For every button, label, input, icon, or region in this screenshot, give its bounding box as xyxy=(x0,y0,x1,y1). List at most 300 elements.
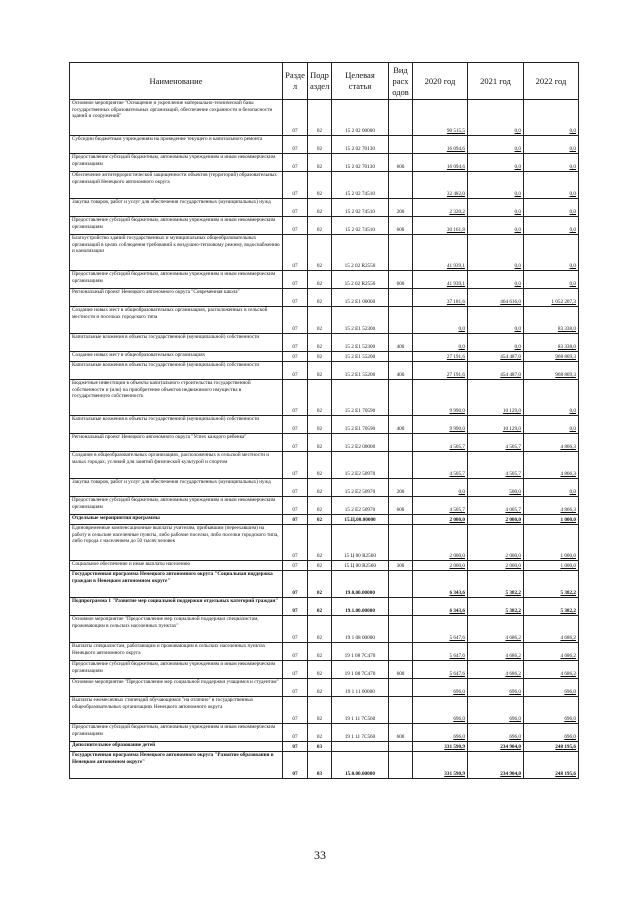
row-target-article: 15 2 02 70130 xyxy=(332,136,389,154)
row-target-article: 19 1 11 00000 xyxy=(332,679,389,697)
row-value-2021: 4 505,7 xyxy=(468,452,524,479)
row-value-2021: 0,0 xyxy=(468,154,524,172)
row-name: Выплаты специалистам, работающим и проживающим в сельских населенных пунктах Ненецкого автономного округа xyxy=(70,643,283,661)
row-subsection: 02 xyxy=(308,598,332,616)
row-value-2021: 454 487,0 xyxy=(468,362,524,380)
row-section: 07 xyxy=(283,380,308,416)
row-value-2020: 9 990,0 xyxy=(413,380,468,416)
row-expense-type: 300 xyxy=(389,561,413,571)
row-section: 07 xyxy=(283,752,308,779)
row-target-article: 15 2 Е2 50970 xyxy=(332,452,389,479)
row-expense-type xyxy=(389,352,413,362)
row-value-2020: 90 515,5 xyxy=(413,100,468,136)
row-value-2021: 2 000,0 xyxy=(468,525,524,561)
row-section: 07 xyxy=(283,289,308,307)
row-name: Капитальные вложения в объекты государственной (муниципальной) собственности xyxy=(70,362,283,380)
row-value-2022: 0,0 xyxy=(524,199,579,217)
row-target-article: 15 2 02 R2550 xyxy=(332,271,389,289)
row-expense-type xyxy=(389,643,413,661)
row-value-2020: 0,0 xyxy=(413,334,468,352)
row-expense-type: 600 xyxy=(389,661,413,679)
table-row xyxy=(70,724,579,742)
table-body xyxy=(70,100,579,779)
row-value-2022: 83 338,0 xyxy=(524,334,579,352)
row-section: 07 xyxy=(283,136,308,154)
row-value-2020: 16 094,6 xyxy=(413,154,468,172)
row-expense-type xyxy=(389,380,413,416)
row-value-2022: 0,0 xyxy=(524,416,579,434)
row-name: Закупка товаров, работ и услуг для обеспечения государственных (муниципальных) нужд xyxy=(70,199,283,217)
row-name: Предоставление субсидий бюджетным, автономным учреждениям и иным некоммерческим организациям xyxy=(70,154,283,172)
row-target-article: 19 1 08 7С470 xyxy=(332,661,389,679)
row-value-2020: 30 161,8 xyxy=(413,217,468,235)
row-expense-type xyxy=(389,100,413,136)
row-section: 07 xyxy=(283,154,308,172)
row-subsection: 02 xyxy=(308,724,332,742)
row-value-2020: 27 191,6 xyxy=(413,352,468,362)
row-value-2020: 37 181,6 xyxy=(413,289,468,307)
row-section: 07 xyxy=(283,525,308,561)
table-row xyxy=(70,380,579,416)
row-target-article: 15 2 Е1 00000 xyxy=(332,289,389,307)
table-row xyxy=(70,434,579,452)
row-subsection: 02 xyxy=(308,452,332,479)
table-row xyxy=(70,199,579,217)
header-row xyxy=(70,63,579,100)
row-subsection: 02 xyxy=(308,172,332,199)
row-value-2020: 331 590,9 xyxy=(413,752,468,779)
table-row xyxy=(70,217,579,235)
row-expense-type: 400 xyxy=(389,362,413,380)
table-row xyxy=(70,742,579,752)
row-value-2022: 4 866,3 xyxy=(524,434,579,452)
row-target-article: 15.0.00.00000 xyxy=(332,752,389,779)
row-value-2020: 2 000,0 xyxy=(413,561,468,571)
table-row xyxy=(70,497,579,515)
table-row xyxy=(70,172,579,199)
row-name: Создание в общеобразовательных организациях, расположенных в сельской местности и малых городах, условий для занятий физической культурой и спортом xyxy=(70,452,283,479)
row-value-2022: 5 382,2 xyxy=(524,598,579,616)
row-target-article: 15 2 Е2 50970 xyxy=(332,497,389,515)
row-name: Предоставление субсидий бюджетным, автономным учреждениям и иным некоммерческим организациям xyxy=(70,724,283,742)
row-subsection: 02 xyxy=(308,199,332,217)
row-value-2020: 9 990,0 xyxy=(413,416,468,434)
row-section: 07 xyxy=(283,199,308,217)
row-value-2020: 5 647,6 xyxy=(413,643,468,661)
row-target-article: 15 2 Е1 70590 xyxy=(332,416,389,434)
row-subsection: 02 xyxy=(308,434,332,452)
row-section: 07 xyxy=(283,643,308,661)
table-row xyxy=(70,697,579,724)
row-name: Бюджетные инвестиции в объекты капитального строительства государственной собственности и (или) на приобретение объектов недвижимого имущества в государственную собственность xyxy=(70,380,283,416)
table-row xyxy=(70,352,579,362)
row-value-2020: 696,0 xyxy=(413,679,468,697)
row-expense-type: 600 xyxy=(389,217,413,235)
row-expense-type xyxy=(389,752,413,779)
row-subsection: 02 xyxy=(308,100,332,136)
row-subsection: 02 xyxy=(308,136,332,154)
row-expense-type xyxy=(389,515,413,525)
row-value-2022: 1 000,0 xyxy=(524,525,579,561)
row-value-2021: 0,0 xyxy=(468,172,524,199)
table-row xyxy=(70,362,579,380)
table-row xyxy=(70,561,579,571)
row-target-article: 15 2 02 00000 xyxy=(332,100,389,136)
table-row xyxy=(70,289,579,307)
row-value-2021: 696,0 xyxy=(468,679,524,697)
row-expense-type xyxy=(389,434,413,452)
row-value-2020: 41 939,1 xyxy=(413,271,468,289)
row-value-2021: 4 505,7 xyxy=(468,434,524,452)
row-name: Подпрограмма 1 "Развитие мер социальной поддержки отдельных категорий граждан" xyxy=(70,598,283,616)
row-subsection: 02 xyxy=(308,561,332,571)
row-name: Государственная программа Ненецкого автономного округа "Социальная поддержка граждан в Ненецком автономном округе" xyxy=(70,571,283,598)
row-value-2022: 4 686,2 xyxy=(524,661,579,679)
row-value-2022: 1 052 207,3 xyxy=(524,289,579,307)
row-subsection: 02 xyxy=(308,217,332,235)
row-expense-type: 600 xyxy=(389,154,413,172)
row-value-2022: 4 866,3 xyxy=(524,452,579,479)
row-expense-type: 400 xyxy=(389,334,413,352)
table-row xyxy=(70,598,579,616)
row-value-2021: 10 129,0 xyxy=(468,380,524,416)
row-expense-type xyxy=(389,571,413,598)
row-value-2022: 0,0 xyxy=(524,380,579,416)
row-expense-type xyxy=(389,172,413,199)
row-target-article: 19.1.00.00000 xyxy=(332,598,389,616)
row-subsection: 02 xyxy=(308,235,332,271)
row-expense-type xyxy=(389,307,413,334)
row-subsection: 03 xyxy=(308,742,332,752)
row-name: Капитальные вложения в объекты государственной (муниципальной) собственности xyxy=(70,416,283,434)
row-subsection: 02 xyxy=(308,334,332,352)
row-subsection: 02 xyxy=(308,416,332,434)
row-value-2021: 2 000,0 xyxy=(468,561,524,571)
row-name: Предоставление субсидий бюджетным, автономным учреждениям и иным некоммерческим организациям xyxy=(70,497,283,515)
row-name: Социальное обеспечение и иные выплаты населению xyxy=(70,561,283,571)
row-name: Отдельные мероприятия программы xyxy=(70,515,283,525)
row-value-2021: 0,0 xyxy=(468,307,524,334)
table-row xyxy=(70,525,579,561)
row-subsection: 02 xyxy=(308,697,332,724)
row-target-article: 19.0.00.00000 xyxy=(332,571,389,598)
row-name: Дополнительное образование детей xyxy=(70,742,283,752)
table-row xyxy=(70,643,579,661)
table-row xyxy=(70,154,579,172)
row-value-2021: 464 616,0 xyxy=(468,289,524,307)
row-section: 07 xyxy=(283,434,308,452)
row-value-2020: 5 647,6 xyxy=(413,616,468,643)
row-name: Предоставление субсидий бюджетным, автономным учреждениям и иным некоммерческим организациям xyxy=(70,217,283,235)
row-target-article: 15 2 02 74510 xyxy=(332,217,389,235)
row-section: 07 xyxy=(283,616,308,643)
row-name: Создание новых мест в общеобразовательных организациях xyxy=(70,352,283,362)
row-target-article: 15 2 Е1 52300 xyxy=(332,334,389,352)
row-value-2021: 0,0 xyxy=(468,199,524,217)
row-value-2022: 5 382,2 xyxy=(524,571,579,598)
row-value-2021: 0,0 xyxy=(468,235,524,271)
row-value-2020: 6 343,6 xyxy=(413,571,468,598)
row-value-2022: 1 000,0 xyxy=(524,515,579,525)
row-section: 07 xyxy=(283,416,308,434)
row-value-2022: 0,0 xyxy=(524,136,579,154)
row-value-2022: 0,0 xyxy=(524,172,579,199)
row-target-article: 15 2 Е1 70590 xyxy=(332,380,389,416)
row-target-article: 15 2 02 R2550 xyxy=(332,235,389,271)
row-name: Закупка товаров, работ и услуг для обеспечения государственных (муниципальных) нужд xyxy=(70,479,283,497)
header-subsection: Подр аздел xyxy=(308,63,332,100)
row-value-2020: 4 505,7 xyxy=(413,434,468,452)
row-value-2022: 0,0 xyxy=(524,271,579,289)
row-subsection: 02 xyxy=(308,380,332,416)
table-row xyxy=(70,515,579,525)
row-section: 07 xyxy=(283,679,308,697)
row-value-2021: 4 686,2 xyxy=(468,616,524,643)
row-subsection: 02 xyxy=(308,661,332,679)
row-value-2021: 0,0 xyxy=(468,271,524,289)
row-name: Единовременные компенсационные выплаты учителям, прибывшим (переехавшим) на работу в сельские населенные пункты, либо рабочие поселки, либо поселки городского типа, либо города с населением до 50 тысяч человек xyxy=(70,525,283,561)
row-name: Обеспечение антитеррористической защищенности объектов (территорий) образовательных организаций Ненецкого автономного округа xyxy=(70,172,283,199)
table-row xyxy=(70,271,579,289)
row-target-article: 15.Ц.00.00000 xyxy=(332,515,389,525)
row-expense-type xyxy=(389,235,413,271)
row-expense-type xyxy=(389,289,413,307)
table-row xyxy=(70,100,579,136)
row-section: 07 xyxy=(283,235,308,271)
row-value-2021: 5 382,2 xyxy=(468,598,524,616)
row-name: Предоставление субсидий бюджетным, автономным учреждениям и иным некоммерческим организациям xyxy=(70,661,283,679)
row-expense-type: 400 xyxy=(389,416,413,434)
row-section: 07 xyxy=(283,497,308,515)
row-subsection: 02 xyxy=(308,525,332,561)
table-row xyxy=(70,235,579,271)
row-value-2021: 5 382,2 xyxy=(468,571,524,598)
table-row xyxy=(70,679,579,697)
row-value-2021: 234 904,0 xyxy=(468,742,524,752)
table-row xyxy=(70,452,579,479)
row-target-article xyxy=(332,742,389,752)
table-row xyxy=(70,136,579,154)
row-value-2022: 696,0 xyxy=(524,697,579,724)
row-value-2022: 83 338,0 xyxy=(524,307,579,334)
header-name: Наименование xyxy=(70,63,283,100)
row-subsection: 02 xyxy=(308,289,332,307)
row-section: 07 xyxy=(283,571,308,598)
row-section: 07 xyxy=(283,724,308,742)
row-section: 07 xyxy=(283,271,308,289)
row-value-2021: 0,0 xyxy=(468,100,524,136)
table-row xyxy=(70,661,579,679)
row-name: Благоустройство зданий государственных и муниципальных общеобразовательных организаций в целях соблюдения требований к воздушно-тепловому режиму, водоснабжению и канализации xyxy=(70,235,283,271)
table-row xyxy=(70,479,579,497)
row-target-article: 15 2 Е1 55200 xyxy=(332,352,389,362)
row-value-2021: 500,0 xyxy=(468,479,524,497)
row-section: 07 xyxy=(283,100,308,136)
row-name: Государственная программа Ненецкого автономного округа "Развитие образования в Ненецком автономном округе" xyxy=(70,752,283,779)
row-subsection: 02 xyxy=(308,643,332,661)
row-name: Капитальные вложения в объекты государственной (муниципальной) собственности xyxy=(70,334,283,352)
row-subsection: 02 xyxy=(308,352,332,362)
row-name: Предоставление субсидий бюджетным, автономным учреждениям и иным некоммерческим организациям xyxy=(70,271,283,289)
row-target-article: 15 Ц 00 R2560 xyxy=(332,561,389,571)
row-value-2022: 248 195,6 xyxy=(524,752,579,779)
row-target-article: 15 2 Е1 52300 xyxy=(332,307,389,334)
row-section: 07 xyxy=(283,742,308,752)
row-expense-type xyxy=(389,679,413,697)
row-subsection: 02 xyxy=(308,616,332,643)
row-expense-type xyxy=(389,616,413,643)
row-expense-type: 600 xyxy=(389,724,413,742)
row-value-2022: 696,0 xyxy=(524,679,579,697)
row-value-2022: 0,0 xyxy=(524,217,579,235)
row-expense-type: 200 xyxy=(389,479,413,497)
row-name: Региональный проект Ненецкого автономного округа "Успех каждого ребенка" xyxy=(70,434,283,452)
table-row xyxy=(70,752,579,779)
row-target-article: 15 2 02 74510 xyxy=(332,172,389,199)
row-target-article: 19 1 08 00000 xyxy=(332,616,389,643)
row-value-2022: 1 000,0 xyxy=(524,561,579,571)
row-expense-type xyxy=(389,697,413,724)
row-target-article: 19 1 08 7С470 xyxy=(332,643,389,661)
row-subsection: 02 xyxy=(308,679,332,697)
page-number: 33 xyxy=(314,848,326,862)
row-value-2021: 696,0 xyxy=(468,697,524,724)
row-subsection: 02 xyxy=(308,479,332,497)
row-target-article: 15 2 02 74510 xyxy=(332,199,389,217)
row-value-2021: 0,0 xyxy=(468,136,524,154)
row-value-2021: 696,0 xyxy=(468,724,524,742)
row-value-2022: 968 869,3 xyxy=(524,362,579,380)
table-row xyxy=(70,616,579,643)
row-expense-type xyxy=(389,598,413,616)
row-value-2022: 968 869,3 xyxy=(524,352,579,362)
row-value-2021: 454 487,0 xyxy=(468,352,524,362)
row-subsection: 02 xyxy=(308,362,332,380)
header-section: Разде л xyxy=(283,63,308,100)
row-section: 07 xyxy=(283,561,308,571)
row-value-2020: 27 191,6 xyxy=(413,362,468,380)
row-section: 07 xyxy=(283,452,308,479)
row-value-2021: 4 005,7 xyxy=(468,497,524,515)
row-name: Основное мероприятие "Предоставление мер социальной поддержки учащимся и студентам" xyxy=(70,679,283,697)
row-expense-type xyxy=(389,525,413,561)
header-2022: 2022 год xyxy=(524,63,579,100)
row-value-2020: 6 343,6 xyxy=(413,598,468,616)
row-value-2020: 16 094,6 xyxy=(413,136,468,154)
row-value-2021: 4 686,2 xyxy=(468,643,524,661)
row-value-2021: 0,0 xyxy=(468,217,524,235)
row-name: Выплаты ежемесячных стипендий обучающимся "на отлично" в государственных общеобразовательных организациях Ненецкого автономного округа xyxy=(70,697,283,724)
row-target-article: 15 Ц 00 R2560 xyxy=(332,525,389,561)
header-target-article: Целевая статья xyxy=(332,63,389,100)
row-target-article: 19 1 11 7С560 xyxy=(332,724,389,742)
row-expense-type: 200 xyxy=(389,199,413,217)
table-row xyxy=(70,334,579,352)
row-subsection: 02 xyxy=(308,571,332,598)
row-value-2020: 0,0 xyxy=(413,479,468,497)
table-row xyxy=(70,307,579,334)
row-subsection: 02 xyxy=(308,515,332,525)
row-value-2021: 2 000,0 xyxy=(468,515,524,525)
row-section: 07 xyxy=(283,352,308,362)
row-value-2021: 10 129,0 xyxy=(468,416,524,434)
header-2020: 2020 год xyxy=(413,63,468,100)
row-value-2022: 0,0 xyxy=(524,100,579,136)
row-value-2020: 2 000,0 xyxy=(413,515,468,525)
row-expense-type xyxy=(389,136,413,154)
row-section: 07 xyxy=(283,697,308,724)
row-value-2022: 0,0 xyxy=(524,479,579,497)
row-section: 07 xyxy=(283,172,308,199)
row-section: 07 xyxy=(283,334,308,352)
row-value-2021: 4 686,2 xyxy=(468,661,524,679)
row-value-2021: 234 904,0 xyxy=(468,752,524,779)
row-value-2020: 4 505,7 xyxy=(413,497,468,515)
row-value-2022: 248 195,6 xyxy=(524,742,579,752)
row-name: Региональный проект Ненецкого автономного округа "Современная школа" xyxy=(70,289,283,307)
row-target-article: 15 2 Е1 55200 xyxy=(332,362,389,380)
header-2021: 2021 год xyxy=(468,63,524,100)
row-value-2020: 32 482,0 xyxy=(413,172,468,199)
row-subsection: 02 xyxy=(308,307,332,334)
row-section: 07 xyxy=(283,362,308,380)
row-section: 07 xyxy=(283,515,308,525)
row-section: 07 xyxy=(283,217,308,235)
row-value-2022: 4 686,2 xyxy=(524,643,579,661)
row-value-2022: 0,0 xyxy=(524,154,579,172)
row-value-2022: 696,0 xyxy=(524,724,579,742)
row-value-2020: 41 939,1 xyxy=(413,235,468,271)
row-value-2022: 4 866,3 xyxy=(524,497,579,515)
row-name: Создание новых мест в общеобразовательных организациях, расположенных в сельской местности и поселках городского типа xyxy=(70,307,283,334)
row-value-2020: 331 590,9 xyxy=(413,742,468,752)
row-section: 07 xyxy=(283,661,308,679)
row-value-2020: 5 647,6 xyxy=(413,661,468,679)
row-target-article: 19 1 11 7С560 xyxy=(332,697,389,724)
row-target-article: 15 2 Е2 00000 xyxy=(332,434,389,452)
row-name: Основное мероприятие "Оснащение и укрепление материально-технической базы государственных образовательных организаций, обеспечение сохранности и безопасности зданий и сооружений" xyxy=(70,100,283,136)
budget-table xyxy=(69,62,579,779)
row-value-2022: 0,0 xyxy=(524,235,579,271)
table-row xyxy=(70,416,579,434)
row-subsection: 02 xyxy=(308,497,332,515)
row-subsection: 03 xyxy=(308,752,332,779)
row-value-2022: 4 686,2 xyxy=(524,616,579,643)
row-expense-type xyxy=(389,452,413,479)
row-target-article: 15 2 Е2 50970 xyxy=(332,479,389,497)
row-section: 07 xyxy=(283,307,308,334)
row-section: 07 xyxy=(283,598,308,616)
row-subsection: 02 xyxy=(308,154,332,172)
row-target-article: 15 2 02 70130 xyxy=(332,154,389,172)
row-name: Субсидии бюджетным учреждениям на проведение текущего и капитального ремонта xyxy=(70,136,283,154)
row-section: 07 xyxy=(283,479,308,497)
row-value-2020: 0,0 xyxy=(413,307,468,334)
row-subsection: 02 xyxy=(308,271,332,289)
row-expense-type: 600 xyxy=(389,497,413,515)
row-value-2020: 696,0 xyxy=(413,697,468,724)
row-name: Основное мероприятие "Предоставление мер социальной поддержки специалистам, проживающим в сельских населенных пунктах" xyxy=(70,616,283,643)
row-value-2020: 2 000,0 xyxy=(413,525,468,561)
row-value-2020: 696,0 xyxy=(413,724,468,742)
row-expense-type: 600 xyxy=(389,271,413,289)
header-expense-type: Вид расх одов xyxy=(389,63,413,100)
row-value-2020: 4 505,7 xyxy=(413,452,468,479)
row-value-2020: 2 320,2 xyxy=(413,199,468,217)
row-expense-type xyxy=(389,742,413,752)
row-value-2021: 0,0 xyxy=(468,334,524,352)
table-row xyxy=(70,571,579,598)
